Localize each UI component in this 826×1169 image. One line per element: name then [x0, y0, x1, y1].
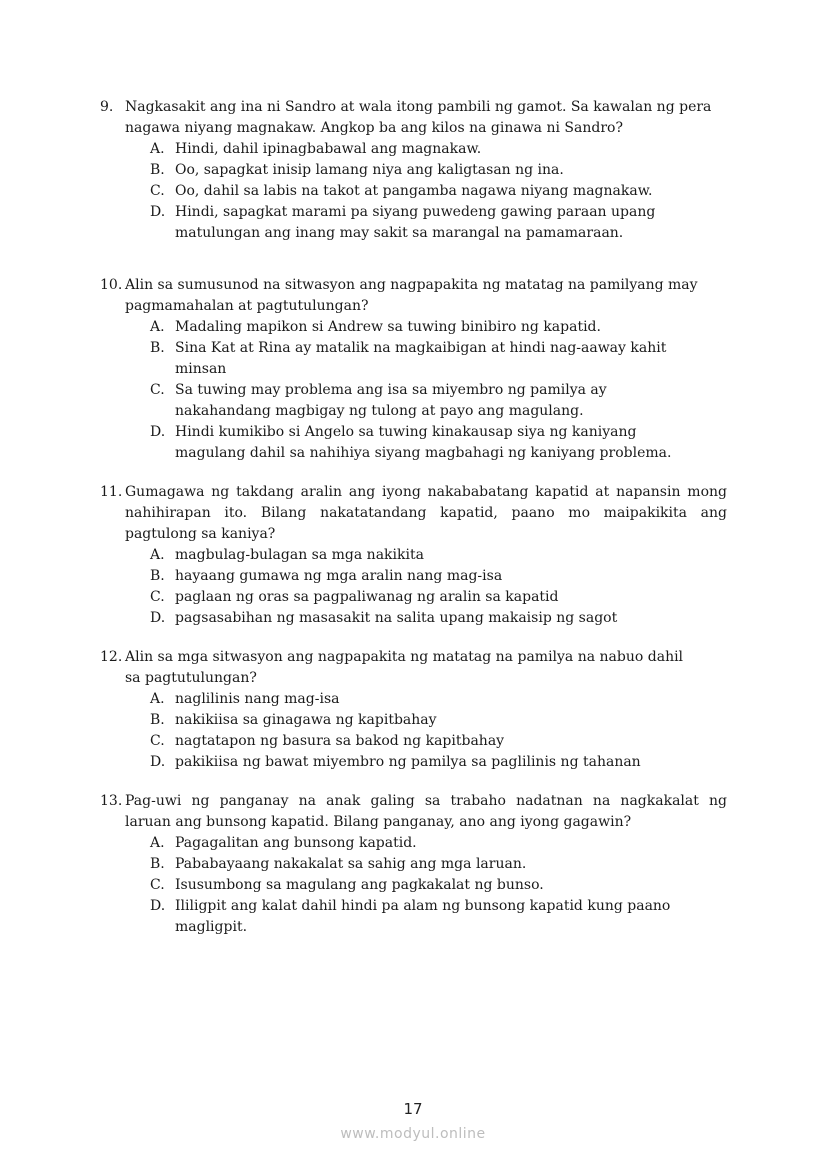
option-text	[175, 608, 727, 629]
option-letter: A.	[150, 547, 165, 563]
answer-option	[150, 545, 727, 566]
question-text-line: pagmamahalan at pagtutulungan?	[125, 298, 369, 314]
option-letter: B.	[150, 856, 165, 872]
option-text	[175, 181, 727, 202]
option-text-line: nakikiisa sa ginagawa ng kapitbahay	[175, 712, 437, 728]
option-letter: B.	[150, 162, 165, 178]
option-text-line: magulang dahil sa nahihiya siyang magbahagi ng kaniyang problema.	[175, 445, 672, 461]
option-text	[175, 833, 727, 854]
option-text-line: Oo, sapagkat inisip lamang niya ang kaligtasan ng ina.	[175, 162, 564, 178]
option-text-line: nakahandang magbigay ng tulong at payo ang magulang.	[175, 403, 584, 419]
option-text-line: Oo, dahil sa labis na takot at pangamba nagawa niyang magnakaw.	[175, 183, 653, 199]
option-text-line: Hindi, sapagkat marami pa siyang puwedeng gawing paraan upang	[175, 204, 656, 220]
answer-option	[150, 202, 727, 244]
question-number: 12.	[100, 649, 123, 665]
option-text	[175, 139, 727, 160]
question-number: 13.	[100, 793, 123, 809]
option-text	[175, 731, 727, 752]
question-item	[100, 647, 727, 773]
option-text-line: Madaling mapikon si Andrew sa tuwing binibiro ng kapatid.	[175, 319, 601, 335]
option-text	[175, 752, 727, 773]
option-text-line: Sa tuwing may problema ang isa sa miyembro ng pamilya ay	[175, 382, 607, 398]
option-letter: A.	[150, 319, 165, 335]
question-text-line: sa pagtutulungan?	[125, 670, 257, 686]
question-item	[100, 482, 727, 629]
question-number: 11.	[100, 484, 123, 500]
option-letter: C.	[150, 589, 165, 605]
option-text-line: pagsasabihan ng masasakit na salita upang makaisip ng sagot	[175, 610, 618, 626]
question-number: 10.	[100, 277, 123, 293]
answer-option	[150, 317, 727, 338]
question-item	[100, 97, 727, 244]
answer-option	[150, 139, 727, 160]
answer-option	[150, 752, 727, 773]
option-text-line: Hindi, dahil ipinagbabawal ang magnakaw.	[175, 141, 482, 157]
question-text-line: Nagkasakit ang ina ni Sandro at wala itong pambili ng gamot. Sa kawalan ng pera	[125, 99, 712, 115]
option-text	[175, 566, 727, 587]
question-text-line: Alin sa sumusunod na sitwasyon ang nagpapakita ng matatag na pamilyang may	[125, 277, 698, 293]
option-text-line: Sina Kat at Rina ay matalik na magkaibigan at hindi nag-aaway kahit	[175, 340, 667, 356]
answer-option	[150, 731, 727, 752]
option-text-line: hayaang gumawa ng mga aralin nang mag-isa	[175, 568, 503, 584]
question-text-line: nagawa niyang magnakaw. Angkop ba ang kilos na ginawa ni Sandro?	[125, 120, 623, 136]
option-text	[175, 202, 727, 244]
option-text-line: Hindi kumikibo si Angelo sa tuwing kinakausap siya ng kaniyang	[175, 424, 637, 440]
option-text	[175, 875, 727, 896]
option-letter: A.	[150, 691, 165, 707]
option-letter: C.	[150, 877, 165, 893]
option-letter: C.	[150, 733, 165, 749]
answer-option	[150, 833, 727, 854]
question-text	[125, 791, 727, 833]
option-text	[175, 896, 727, 938]
answer-option	[150, 422, 727, 464]
answer-option	[150, 875, 727, 896]
question-text-line: Gumagawa ng takdang aralin ang iyong nakababatang kapatid at napansin mong	[125, 484, 727, 500]
answer-option	[150, 710, 727, 731]
question-text	[125, 275, 727, 317]
option-text-line: minsan	[175, 361, 227, 377]
option-text-line: naglilinis nang mag-isa	[175, 691, 340, 707]
option-text	[175, 710, 727, 731]
option-letter: D.	[150, 610, 166, 626]
option-text-line: pakikiisa ng bawat miyembro ng pamilya sa paglilinis ng tahanan	[175, 754, 641, 770]
question-text-line: Pag-uwi ng panganay na anak galing sa trabaho nadatnan na nagkakalat ng	[125, 793, 727, 809]
question-item	[100, 275, 727, 464]
question-text-line: laruan ang bunsong kapatid. Bilang panganay, ano ang iyong gagawin?	[125, 814, 632, 830]
option-text-line: Isusumbong sa magulang ang pagkakalat ng bunso.	[175, 877, 544, 893]
option-letter: D.	[150, 424, 166, 440]
question-number: 9.	[100, 99, 114, 115]
option-letter: B.	[150, 568, 165, 584]
option-text-line: Pagagalitan ang bunsong kapatid.	[175, 835, 417, 851]
watermark: www.modyul.online	[340, 1126, 486, 1142]
option-text	[175, 689, 727, 710]
option-letter: D.	[150, 204, 166, 220]
question-text-line: pagtulong sa kaniya?	[125, 526, 276, 542]
option-text	[175, 317, 727, 338]
answer-option	[150, 181, 727, 202]
question-text	[125, 482, 727, 545]
option-letter: C.	[150, 382, 165, 398]
option-text-line: matulungan ang inang may sakit sa marangal na pamamaraan.	[175, 225, 624, 241]
question-item	[100, 791, 727, 938]
option-letter: D.	[150, 754, 166, 770]
option-letter: B.	[150, 712, 165, 728]
answer-option	[150, 689, 727, 710]
question-text	[125, 97, 727, 139]
option-text	[175, 545, 727, 566]
option-text-line: paglaan ng oras sa pagpaliwanag ng aralin sa kapatid	[175, 589, 559, 605]
option-text-line: nagtatapon ng basura sa bakod ng kapitbahay	[175, 733, 505, 749]
option-letter: A.	[150, 835, 165, 851]
option-text	[175, 587, 727, 608]
option-text-line: Ililigpit ang kalat dahil hindi pa alam ng bunsong kapatid kung paano	[175, 898, 671, 914]
answer-option	[150, 160, 727, 181]
option-letter: D.	[150, 898, 166, 914]
option-letter: A.	[150, 141, 165, 157]
question-text	[125, 647, 727, 689]
answer-option	[150, 380, 727, 422]
question-text-line: nahihirapan ito. Bilang nakatatandang kapatid, paano mo maipakikita ang	[125, 505, 727, 521]
answer-option	[150, 338, 727, 380]
answer-option	[150, 587, 727, 608]
option-text	[175, 854, 727, 875]
option-letter: C.	[150, 183, 165, 199]
answer-option	[150, 854, 727, 875]
answer-option	[150, 608, 727, 629]
answer-option	[150, 566, 727, 587]
option-text-line: magligpit.	[175, 919, 248, 935]
option-text	[175, 338, 727, 380]
option-text	[175, 160, 727, 181]
option-text-line: magbulag-bulagan sa mga nakikita	[175, 547, 424, 563]
option-text	[175, 380, 727, 422]
page-number: 17	[403, 1100, 423, 1118]
option-text	[175, 422, 727, 464]
option-text-line: Pababayaang nakakalat sa sahig ang mga laruan.	[175, 856, 527, 872]
question-text-line: Alin sa mga sitwasyon ang nagpapakita ng matatag na pamilya na nabuo dahil	[125, 649, 684, 665]
option-letter: B.	[150, 340, 165, 356]
answer-option	[150, 896, 727, 938]
